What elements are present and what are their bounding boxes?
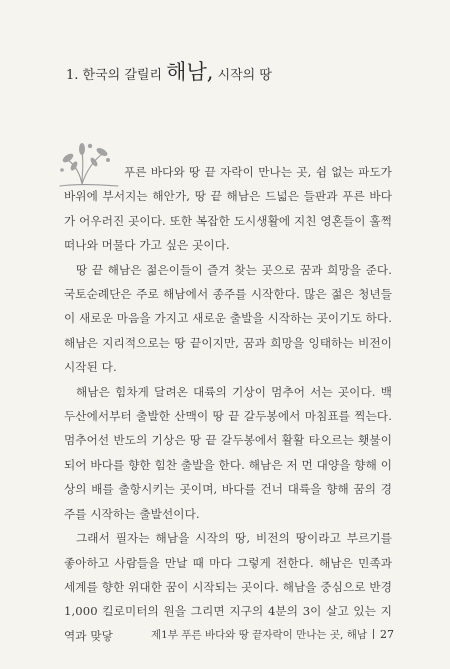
footer-divider: [373, 629, 374, 639]
running-title: 제1부 푸른 바다와 땅 끝자락이 만나는 곳, 해남: [151, 629, 367, 641]
heading-emphasis: 해남,: [166, 60, 214, 84]
chapter-heading: [66, 60, 406, 88]
paragraph: 해남은 힘차게 달려온 대륙의 기상이 멈추어 서는 곳이다. 백두산에서부터 출발한 산맥이 땅 끝 갈두봉에서 마침표를 찍는다. 멈추어선 반도의 기상은 땅 끝 갈두봉에서 활활 타오르는 횃불이 되어 바다를 향한 힘찬 출발을 한다. 해남은 저 먼 대양을 향해 이상의 배를 출항시키는 곳이며, 바다를 건너 대륙을 향해 꿈의 경주를 시작하는 출발선이다.: [64, 384, 392, 521]
page-footer: [151, 627, 394, 642]
paragraph: 그래서 필자는 해남을 시작의 땅, 비전의 땅이라고 부르기를 좋아하고 사람들을 만날 때 마다 그렇게 전한다. 해남은 민족과 세계를 향한 위대한 꿈이 시작되는 곳이다. 해남을 중심으로 반경 1,000 킬로미터의 원을 그리면 지구의 4분의 3이 살고 있는 지역과 맞닿: [64, 531, 392, 643]
page-number: 27: [380, 628, 394, 641]
paragraph: 땅 끝 해남은 젊은이들이 즐겨 찾는 곳으로 꿈과 희망을 준다. 국토순례단은 주로 해남에서 종주를 시작한다. 많은 젊은 청년들이 새로운 마음을 가지고 새로운 출발을 시작하는 곳이기도 하다. 해남은 지리적으로는 땅 끝이지만, 꿈과 희망을 잉태하는 비전이 시작된 다.: [64, 262, 392, 375]
heading-prefix: 한국의 갈릴리: [82, 68, 163, 83]
heading-number: 1.: [66, 68, 79, 83]
heading-suffix: 시작의 땅: [217, 68, 272, 83]
body-text: [64, 160, 392, 648]
paragraph: 푸른 바다와 땅 끝 자락이 만나는 곳, 쉼 없는 파도가 바위에 부서지는 해안가, 땅 끝 해남은 드넓은 들판과 푸른 바다가 어우러진 곳이다. 또한 복잡한 도시생활에 지친 영혼들이 훌쩍 떠나와 머물다 가고 싶은 곳이다.: [64, 165, 392, 253]
